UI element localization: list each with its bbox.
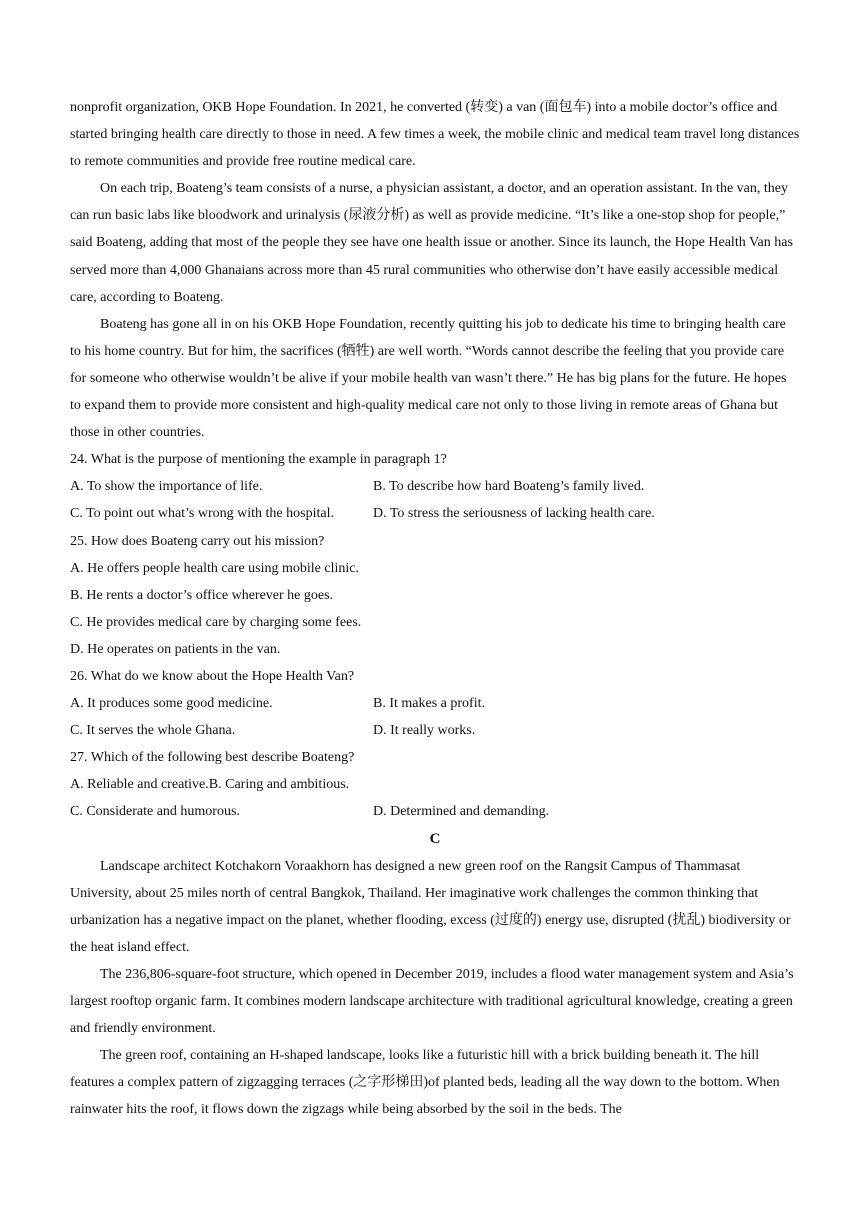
passage-b-paragraph-1-continued: nonprofit organization, OKB Hope Foundation. In 2021, he converted (转变) a van (面包车) into a mobile doctor’s office and started bringing health care directly to those in need. A few times a week, the mobile clinic and medical team travel long distances to remote communities and provide free routine medical care. [70,100,800,170]
option-c: C. He provides medical care by charging some fees. [70,614,362,630]
option-a: A. It produces some good medicine. [70,696,273,712]
question-26 [70,663,800,744]
passage-c-paragraph-3: The green roof, containing an H-shaped landscape, looks like a futuristic hill with a brick building beneath it. The hill features a complex pattern of zigzagging terraces (之字形梯田)of planted beds, leading all the way down to the bottom. When rainwater hits the roof, it flows down the zigzags while being absorbed by the soil in the beds. The [70,1048,780,1118]
passage-c-paragraph-1: Landscape architect Kotchakorn Voraakhorn has designed a new green roof on the Rangsit Campus of Thammasat University, about 25 miles north of central Bangkok, Thailand. Her imaginative work challenges the common thinking that urbanization has a negative impact on the planet, whether flooding, excess (过度的) energy use, disrupted (扰乱) biodiversity or the heat island effect. [70,858,791,955]
question-stem: 27. Which of the following best describe Boateng? [70,750,355,766]
option-d: D. It really works. [373,723,476,739]
option-b: B. He rents a doctor’s office wherever he goes. [70,587,334,603]
option-row [70,473,800,500]
question-stem: 25. How does Boateng carry out his mission? [70,533,325,549]
option-c: C. To point out what’s wrong with the hospital. [70,506,334,522]
question-27 [70,744,800,825]
option-b: B. It makes a profit. [373,696,485,712]
question-24 [70,446,800,527]
option-row [70,717,800,744]
option-c: C. It serves the whole Ghana. [70,723,236,739]
option-row [70,798,800,825]
question-stem: 26. What do we know about the Hope Health Van? [70,668,355,684]
option-row [70,690,800,717]
question-stem: 24. What is the purpose of mentioning the example in paragraph 1? [70,452,447,468]
option-row [70,500,800,527]
option-a: A. He offers people health care using mobile clinic. [70,560,359,576]
option-d: D. Determined and demanding. [373,804,550,820]
option-b: B. To describe how hard Boateng’s family lived. [373,479,645,495]
section-title: C [429,830,441,847]
option-d: D. He operates on patients in the van. [70,641,281,657]
question-25 [70,528,800,663]
passage-b-paragraph-2: On each trip, Boateng’s team consists of a nurse, a physician assistant, a doctor, and an operation assistant. In the van, they can run basic labs like bloodwork and urinalysis (尿液分析) as well as provide medicine. “It’s like a one-stop shop for people,” said Boateng, adding that most of the people they see have one health issue or another. Since its launch, the Hope Health Van has served more than 4,000 Ghanaians across more than 45 rural communities who otherwise don’t have easily accessible medical care, according to Boateng. [70,181,793,305]
passage-b-paragraph-3: Boateng has gone all in on his OKB Hope Foundation, recently quitting his job to dedicate his time to bringing health care to his home country. But for him, the sacrifices (牺牲) are well worth. “Words cannot describe the feeling that you provide care for someone who otherwise wouldn’t be alive if your mobile health van wasn’t there.” He has big plans for the future. He hopes to expand them to provide more consistent and high-quality medical care not only to those living in remote areas of Ghana but those in other countries. [70,316,787,441]
option-a: A. Reliable and creative. [70,777,209,793]
option-c: C. Considerate and humorous. [70,804,240,820]
option-d: D. To stress the seriousness of lacking health care. [373,506,655,522]
option-row [70,771,800,798]
document-page [70,94,800,1124]
option-b: B. Caring and ambitious. [208,777,350,793]
option-a: A. To show the importance of life. [70,479,263,495]
passage-c-paragraph-2: The 236,806-square-foot structure, which opened in December 2019, includes a flood water management system and Asia’s largest rooftop organic farm. It combines modern landscape architecture with traditional agricultural knowledge, creating a green and friendly environment. [70,967,794,1037]
